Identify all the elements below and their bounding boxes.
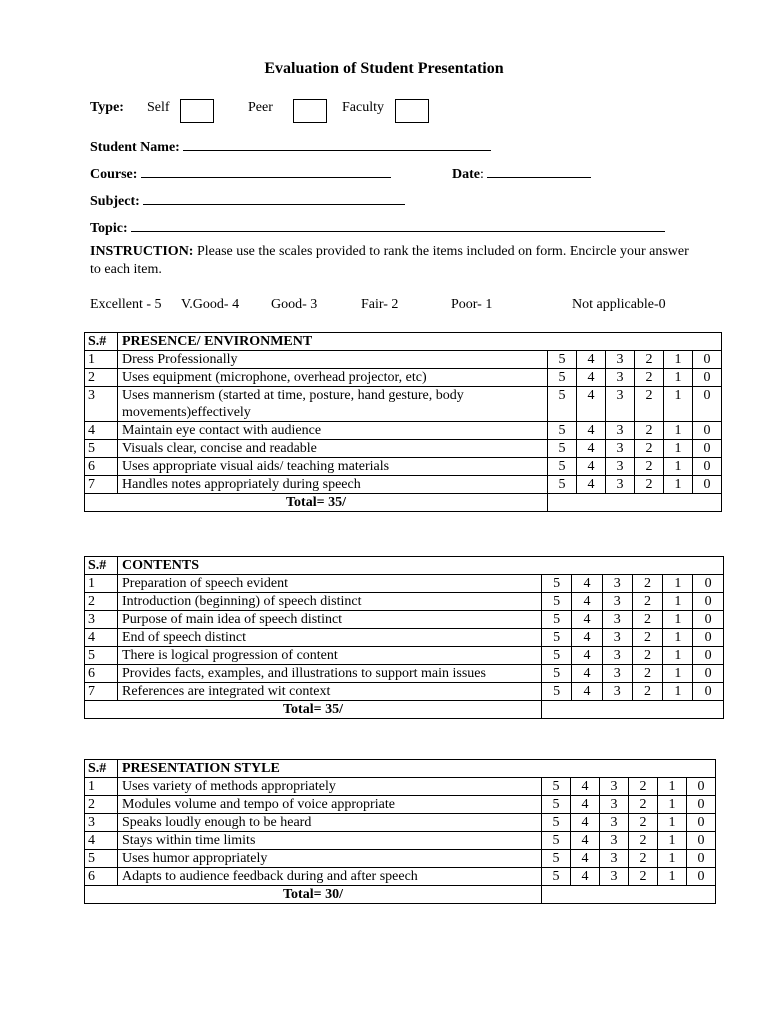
score-option-1[interactable]: 1: [658, 814, 687, 832]
topic-field[interactable]: [131, 217, 665, 232]
score-option-1[interactable]: 1: [664, 422, 693, 440]
score-option-4[interactable]: 4: [577, 458, 606, 476]
score-option-2[interactable]: 2: [632, 575, 662, 593]
item-criterion: Speaks loudly enough to be heard: [118, 814, 542, 832]
section-header-row: [85, 333, 722, 351]
score-option-2[interactable]: 2: [632, 683, 662, 701]
type-option-faculty: [342, 100, 384, 116]
item-number: 5: [85, 647, 118, 665]
table-row: [85, 351, 722, 369]
score-option-2[interactable]: 2: [632, 611, 662, 629]
item-criterion: References are integrated wit context: [118, 683, 542, 701]
score-option-1[interactable]: 1: [664, 369, 693, 387]
item-criterion: Introduction (beginning) of speech distinct: [118, 593, 542, 611]
table-row: [85, 369, 722, 387]
scale-fair: Fair- 2: [361, 297, 399, 312]
section-header-row: [85, 760, 716, 778]
table-row: [85, 387, 722, 422]
section-total: Total= 35/: [85, 494, 548, 512]
score-option-0[interactable]: 0: [693, 575, 723, 593]
score-option-1[interactable]: 1: [663, 593, 693, 611]
score-option-5[interactable]: 5: [542, 665, 572, 683]
score-option-3[interactable]: 3: [606, 476, 635, 494]
score-option-4[interactable]: 4: [577, 351, 606, 369]
sn-header: S.#: [85, 557, 118, 575]
table-row: [85, 476, 722, 494]
score-option-0[interactable]: 0: [693, 683, 723, 701]
item-number: 2: [85, 796, 118, 814]
item-criterion: Uses humor appropriately: [118, 850, 542, 868]
score-option-5[interactable]: 5: [542, 629, 572, 647]
table-row: [85, 814, 716, 832]
score-option-3[interactable]: 3: [606, 422, 635, 440]
item-criterion: Preparation of speech evident: [118, 575, 542, 593]
score-option-1[interactable]: 1: [663, 683, 693, 701]
type-option-self: [147, 100, 170, 116]
type-label: Type:: [90, 100, 124, 115]
item-criterion: Uses mannerism (started at time, posture, hand gesture, body movements)effectively: [118, 387, 548, 422]
score-option-3[interactable]: 3: [606, 387, 635, 422]
item-criterion: There is logical progression of content: [118, 647, 542, 665]
table-row: [85, 868, 716, 886]
score-option-2[interactable]: 2: [635, 476, 664, 494]
score-option-1[interactable]: 1: [664, 458, 693, 476]
score-option-1[interactable]: 1: [658, 778, 687, 796]
item-number: 4: [85, 422, 118, 440]
scale-good: Good- 3: [271, 297, 318, 312]
score-option-2[interactable]: 2: [635, 369, 664, 387]
scale-poor: Poor- 1: [451, 297, 493, 312]
score-option-1[interactable]: 1: [664, 440, 693, 458]
score-option-5[interactable]: 5: [542, 850, 571, 868]
item-number: 2: [85, 593, 118, 611]
score-option-5[interactable]: 5: [542, 683, 572, 701]
course-field[interactable]: [141, 163, 391, 178]
score-option-4[interactable]: 4: [577, 422, 606, 440]
score-option-3[interactable]: 3: [600, 850, 629, 868]
scale-not-applicable: Not applicable-0: [572, 297, 666, 312]
score-option-0[interactable]: 0: [693, 422, 722, 440]
date-colon: :: [480, 167, 484, 182]
score-option-2[interactable]: 2: [635, 387, 664, 422]
score-option-4[interactable]: 4: [571, 850, 600, 868]
table-row: [85, 611, 724, 629]
score-option-2[interactable]: 2: [632, 629, 662, 647]
score-option-4[interactable]: 4: [577, 476, 606, 494]
score-option-0[interactable]: 0: [693, 593, 723, 611]
item-criterion: Visuals clear, concise and readable: [118, 440, 548, 458]
section-total: Total= 35/: [85, 701, 542, 719]
score-option-0[interactable]: 0: [693, 629, 723, 647]
item-number: 6: [85, 868, 118, 886]
table-row: [85, 422, 722, 440]
date-field[interactable]: [487, 163, 591, 178]
section-table-presentation-style: [84, 759, 716, 904]
score-option-2[interactable]: 2: [629, 796, 658, 814]
score-option-0[interactable]: 0: [693, 611, 723, 629]
item-criterion: Uses variety of methods appropriately: [118, 778, 542, 796]
score-option-2[interactable]: 2: [632, 647, 662, 665]
item-number: 4: [85, 832, 118, 850]
score-option-1[interactable]: 1: [664, 387, 693, 422]
item-criterion: Maintain eye contact with audience: [118, 422, 548, 440]
score-option-5[interactable]: 5: [548, 476, 577, 494]
item-number: 6: [85, 665, 118, 683]
score-option-5[interactable]: 5: [542, 611, 572, 629]
item-criterion: Uses equipment (microphone, overhead projector, etc): [118, 369, 548, 387]
score-option-3[interactable]: 3: [606, 369, 635, 387]
score-option-5[interactable]: 5: [542, 814, 571, 832]
table-row: [85, 778, 716, 796]
score-option-4[interactable]: 4: [572, 629, 602, 647]
total-score-field[interactable]: [542, 701, 724, 719]
score-option-2[interactable]: 2: [629, 832, 658, 850]
score-option-4[interactable]: 4: [572, 611, 602, 629]
score-option-5[interactable]: 5: [548, 458, 577, 476]
score-option-1[interactable]: 1: [658, 796, 687, 814]
score-option-0[interactable]: 0: [693, 351, 722, 369]
score-option-2[interactable]: 2: [635, 458, 664, 476]
score-option-4[interactable]: 4: [577, 369, 606, 387]
item-criterion: Uses appropriate visual aids/ teaching materials: [118, 458, 548, 476]
score-option-3[interactable]: 3: [600, 832, 629, 850]
total-row: [85, 494, 722, 512]
instruction-text: Please use the scales provided to rank the items included on form. Encircle your answer to each item.: [90, 244, 689, 277]
item-criterion: Adapts to audience feedback during and after speech: [118, 868, 542, 886]
date-label: Date: [452, 167, 480, 182]
score-option-4[interactable]: 4: [572, 647, 602, 665]
score-option-3[interactable]: 3: [602, 593, 632, 611]
section-header-row: [85, 557, 724, 575]
score-option-1[interactable]: 1: [658, 850, 687, 868]
section-title: PRESENCE/ ENVIRONMENT: [118, 333, 722, 351]
score-option-2[interactable]: 2: [635, 422, 664, 440]
score-option-5[interactable]: 5: [542, 868, 571, 886]
score-option-1[interactable]: 1: [663, 665, 693, 683]
score-option-3[interactable]: 3: [606, 351, 635, 369]
table-row: [85, 629, 724, 647]
type-option-self-label: Self: [147, 100, 170, 115]
score-option-2[interactable]: 2: [632, 665, 662, 683]
student-name-field[interactable]: [183, 136, 491, 151]
score-option-3[interactable]: 3: [602, 629, 632, 647]
score-option-2[interactable]: 2: [635, 440, 664, 458]
score-option-5[interactable]: 5: [548, 351, 577, 369]
item-number: 1: [85, 351, 118, 369]
score-option-5[interactable]: 5: [548, 369, 577, 387]
score-option-2[interactable]: 2: [629, 868, 658, 886]
table-row: [85, 832, 716, 850]
type-option-peer-label: Peer: [248, 100, 273, 115]
score-option-4[interactable]: 4: [577, 440, 606, 458]
self-checkbox[interactable]: [180, 99, 214, 123]
item-number: 7: [85, 476, 118, 494]
score-option-0[interactable]: 0: [687, 778, 716, 796]
subject-label: Subject:: [90, 194, 140, 209]
score-option-5[interactable]: 5: [542, 778, 571, 796]
section-table-presence: [84, 332, 722, 512]
sn-header: S.#: [85, 760, 118, 778]
score-option-5[interactable]: 5: [542, 832, 571, 850]
score-option-0[interactable]: 0: [687, 796, 716, 814]
table-row: [85, 850, 716, 868]
total-score-field[interactable]: [542, 886, 716, 904]
subject-field[interactable]: [143, 190, 405, 205]
score-option-0[interactable]: 0: [693, 458, 722, 476]
score-option-1[interactable]: 1: [663, 575, 693, 593]
table-row: [85, 665, 724, 683]
score-option-0[interactable]: 0: [693, 387, 722, 422]
score-option-4[interactable]: 4: [572, 683, 602, 701]
peer-checkbox[interactable]: [293, 99, 327, 123]
score-option-1[interactable]: 1: [658, 868, 687, 886]
type-option-peer: [248, 100, 273, 116]
score-option-1[interactable]: 1: [658, 832, 687, 850]
score-option-3[interactable]: 3: [600, 868, 629, 886]
score-option-2[interactable]: 2: [635, 351, 664, 369]
score-option-0[interactable]: 0: [693, 647, 723, 665]
item-criterion: End of speech distinct: [118, 629, 542, 647]
section-table-contents: [84, 556, 724, 719]
score-option-5[interactable]: 5: [542, 647, 572, 665]
score-option-1[interactable]: 1: [663, 611, 693, 629]
item-number: 1: [85, 778, 118, 796]
score-option-3[interactable]: 3: [600, 796, 629, 814]
item-criterion: Purpose of main idea of speech distinct: [118, 611, 542, 629]
score-option-2[interactable]: 2: [632, 593, 662, 611]
topic-label: Topic:: [90, 221, 128, 236]
total-row: [85, 886, 716, 904]
score-option-2[interactable]: 2: [629, 814, 658, 832]
item-criterion: Handles notes appropriately during speech: [118, 476, 548, 494]
score-option-3[interactable]: 3: [602, 647, 632, 665]
score-option-5[interactable]: 5: [542, 593, 572, 611]
item-number: 6: [85, 458, 118, 476]
instruction-paragraph: [90, 243, 700, 279]
sn-header: S.#: [85, 333, 118, 351]
item-number: 7: [85, 683, 118, 701]
score-option-1[interactable]: 1: [664, 351, 693, 369]
score-option-5[interactable]: 5: [542, 796, 571, 814]
item-number: 4: [85, 629, 118, 647]
score-option-4[interactable]: 4: [572, 575, 602, 593]
total-score-field[interactable]: [548, 494, 722, 512]
score-option-0[interactable]: 0: [693, 476, 722, 494]
score-option-2[interactable]: 2: [629, 778, 658, 796]
item-number: 2: [85, 369, 118, 387]
score-option-3[interactable]: 3: [602, 665, 632, 683]
student-name-label: Student Name:: [90, 140, 180, 155]
score-option-5[interactable]: 5: [548, 440, 577, 458]
total-row: [85, 701, 724, 719]
score-option-3[interactable]: 3: [602, 575, 632, 593]
item-number: 3: [85, 611, 118, 629]
score-option-0[interactable]: 0: [687, 814, 716, 832]
score-option-3[interactable]: 3: [602, 683, 632, 701]
score-option-3[interactable]: 3: [600, 814, 629, 832]
item-criterion: Provides facts, examples, and illustrations to support main issues: [118, 665, 542, 683]
table-row: [85, 796, 716, 814]
score-option-5[interactable]: 5: [548, 387, 577, 422]
score-option-0[interactable]: 0: [687, 850, 716, 868]
item-criterion: Dress Professionally: [118, 351, 548, 369]
type-option-faculty-label: Faculty: [342, 100, 384, 115]
score-option-3[interactable]: 3: [606, 440, 635, 458]
score-option-4[interactable]: 4: [572, 593, 602, 611]
score-option-4[interactable]: 4: [571, 814, 600, 832]
score-option-0[interactable]: 0: [693, 665, 723, 683]
instruction-label: INSTRUCTION:: [90, 244, 194, 259]
score-option-1[interactable]: 1: [663, 647, 693, 665]
item-number: 5: [85, 850, 118, 868]
score-option-0[interactable]: 0: [693, 440, 722, 458]
score-option-0[interactable]: 0: [687, 868, 716, 886]
score-option-4[interactable]: 4: [572, 665, 602, 683]
section-title: CONTENTS: [118, 557, 724, 575]
score-option-3[interactable]: 3: [600, 778, 629, 796]
item-number: 1: [85, 575, 118, 593]
score-option-1[interactable]: 1: [663, 629, 693, 647]
table-row: [85, 440, 722, 458]
course-label: Course:: [90, 167, 138, 182]
scale-vgood: V.Good- 4: [181, 297, 240, 312]
score-option-4[interactable]: 4: [571, 778, 600, 796]
section-total: Total= 30/: [85, 886, 542, 904]
item-criterion: Stays within time limits: [118, 832, 542, 850]
form-title: Evaluation of Student Presentation: [264, 60, 504, 77]
scale-excellent: Excellent - 5: [90, 297, 162, 312]
score-option-4[interactable]: 4: [571, 796, 600, 814]
item-number: 5: [85, 440, 118, 458]
score-option-0[interactable]: 0: [687, 832, 716, 850]
score-option-4[interactable]: 4: [577, 387, 606, 422]
table-row: [85, 575, 724, 593]
score-option-4[interactable]: 4: [571, 832, 600, 850]
item-criterion: Modules volume and tempo of voice appropriate: [118, 796, 542, 814]
table-row: [85, 593, 724, 611]
score-option-1[interactable]: 1: [664, 476, 693, 494]
item-number: 3: [85, 387, 118, 422]
faculty-checkbox[interactable]: [395, 99, 429, 123]
score-option-3[interactable]: 3: [602, 611, 632, 629]
score-option-2[interactable]: 2: [629, 850, 658, 868]
table-row: [85, 458, 722, 476]
item-number: 3: [85, 814, 118, 832]
score-option-0[interactable]: 0: [693, 369, 722, 387]
score-option-3[interactable]: 3: [606, 458, 635, 476]
score-option-5[interactable]: 5: [542, 575, 572, 593]
score-option-4[interactable]: 4: [571, 868, 600, 886]
score-option-5[interactable]: 5: [548, 422, 577, 440]
type-row: [90, 100, 124, 116]
table-row: [85, 683, 724, 701]
table-row: [85, 647, 724, 665]
section-title: PRESENTATION STYLE: [118, 760, 716, 778]
